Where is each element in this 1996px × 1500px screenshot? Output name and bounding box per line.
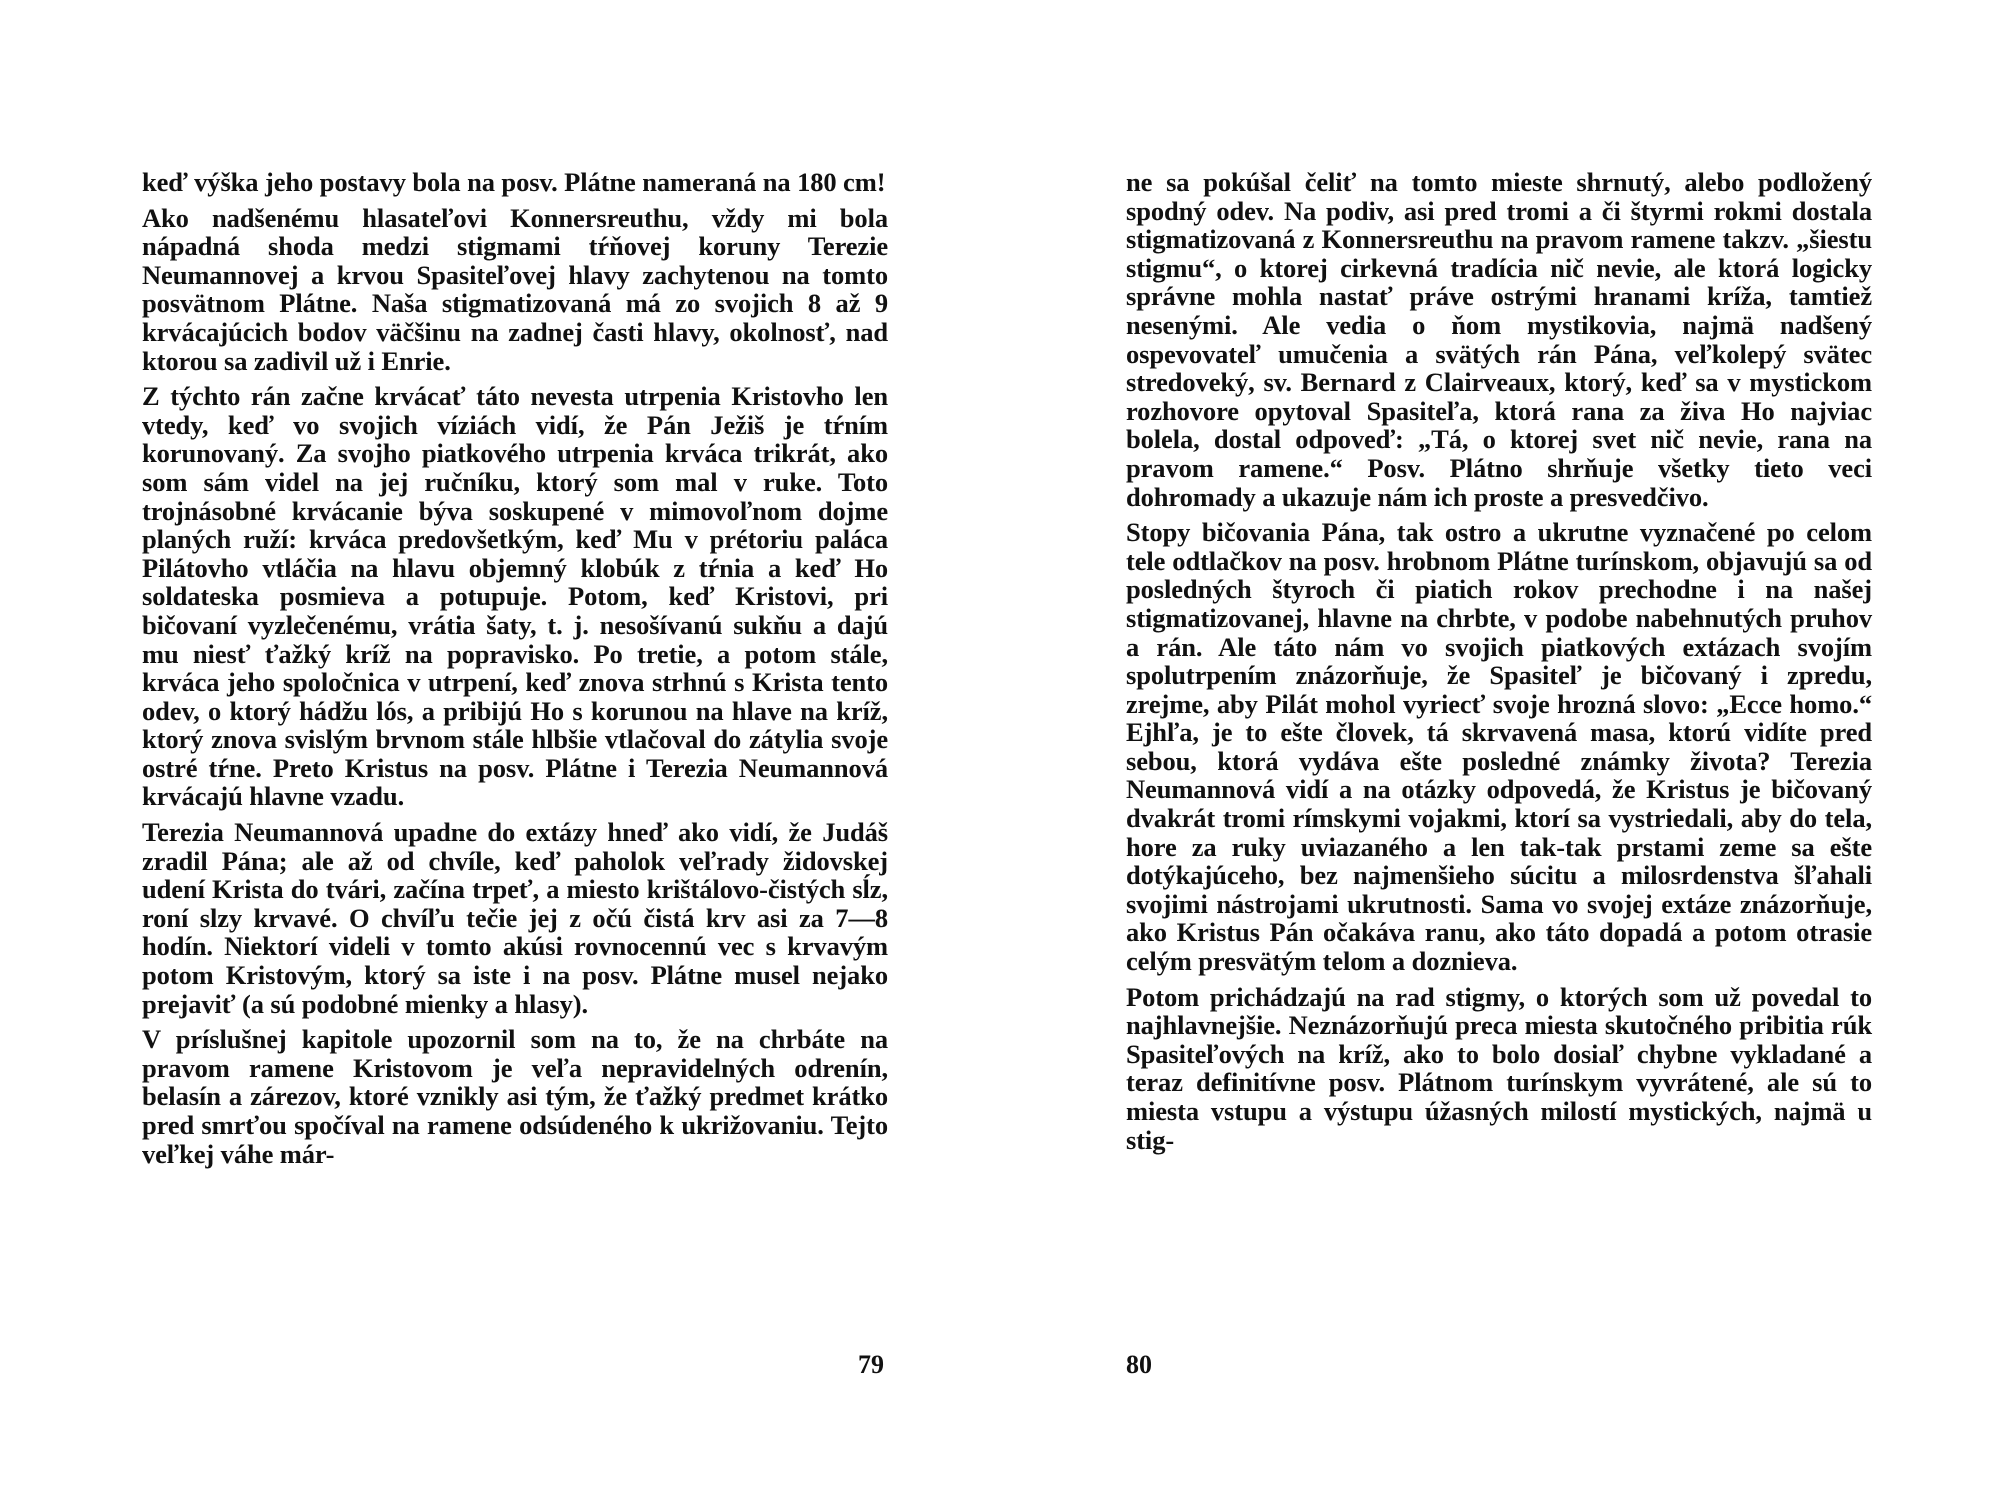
- left-page-text: [142, 168, 888, 1168]
- page-number: 79: [858, 1350, 884, 1379]
- paragraph: Stopy bičovania Pána, tak ostro a ukrutne vyznačené po celom tele odtlačkov na posv. hrobnom Plátne turínskom, objavujú sa od posledných štyroch či piatich rokov prechodne i na našej stigmatizovanej, hlavne na chrbte, v podobe nabehnutých pruhov a rán. Ale táto nám vo svojich piatkových extázach svojím spolutrpením znázorňuje, že Spasiteľ je bičovaný i zpredu, zrejme, aby Pilát mohol vyriecť svoje hrozná slovo: „Ecce homo.“ Ejhľa, je to ešte človek, tá skrvavená masa, ktorú vidíte pred sebou, ktorá vydáva ešte posledné známky života? Terezia Neumannová vidí a na otázky odpovedá, že Kristus je bičovaný dvakrát tromi rímskymi vojakmi, ktorí sa vystriedali, aby do tela, hore za ruky uviazaného a len tak-tak prstami zeme sa ešte dotýkajúceho, bez najmenšieho súcitu a milosrdenstva šľahali svojimi nástrojami ukrutnosti. Sama vo svojej extáze znázorňuje, ako Kristus Pán očakáva ranu, ako táto dopadá a potom otrasie celým presvätým telom a doznieva.: [1126, 517, 1872, 977]
- paragraph: Z týchto rán začne krvácať táto nevesta utrpenia Kristovho len vtedy, keď vo svojich víziách vidí, že Pán Ježiš je tŕním korunovaný. Za svojho piatkového utrpenia krváca trikrát, ako som sám videl na jej ručníku, ktorý som mal v ruke. Toto trojnásobné krvácanie býva soskupené v mimovoľnom dojme planých ruží: krváca predovšetkým, keď Mu v prétoriu paláca Pilátovho vtláčia na hlavu objemný klobúk z tŕnia a keď Ho soldateska posmieva a potupuje. Potom, keď Kristovi, pri bičovaní vyzlečenému, vrátia šaty, t. j. nesošívanú sukňu a dajú mu niesť ťažký kríž na popravisko. Po tretie, a potom stále, krváca jeho spoločnica v utrpení, keď znova strhnú s Krista tento odev, o ktorý hádžu lós, a pribijú Ho s korunou na hlave na kríž, ktorý znova svislým brvnom stále hlbšie vtlačoval do zátylia svoje ostré tŕne. Preto Kristus na posv. Plátne i Terezia Neumannová krvácajú hlavne vzadu.: [142, 381, 888, 812]
- paragraph: Terezia Neumannová upadne do extázy hneď ako vidí, že Judáš zradil Pána; ale až od chvíle, keď paholok veľrady židovskej udení Krista do tvári, začína trpeť, a miesto krištálovo-čistých sĺz, roní slzy krvavé. O chvíľu tečie jej z očú čistá krv asi za 7—8 hodín. Niektorí videli v tomto akúsi rovnocennú vec s krvavým potom Kristovým, ktorý sa iste i na posv. Plátne musel nejako prejaviť (a sú podobné mienky a hlasy).: [142, 817, 888, 1019]
- paragraph: Potom prichádzajú na rad stigmy, o ktorých som už povedal to najhlavnejšie. Neznázorňujú preca miesta skutočného pribitia rúk Spasiteľových na kríž, ako to bolo dosiaľ chybne vykladané a teraz definitívne posv. Plátnom turínskym vyvrátené, ale sú to miesta vstupu a výstupu úžasných milostí mystických, najmä u stig-: [1126, 981, 1872, 1155]
- paragraph: ne sa pokúšal čeliť na tomto mieste shrnutý, alebo podložený spodný odev. Na podiv, asi pred tromi a či štyrmi rokmi dostala stigmatizovaná z Konnersreuthu na pravom ramene takzv. „šiestu stigmu“, o ktorej cirkevná tradícia nič nevie, ale ktorá logicky správne mohla nastať práve ostrými hranami kríža, tamtiež nesenými. Ale vedia o ňom mystikovia, najmä nadšený ospevovateľ umučenia a svätých rán Pána, veľkolepý svätec stredoveký, sv. Bernard z Clairveaux, ktorý, keď sa v mystickom rozhovore opytoval Spasiteľa, ktorá rana za živa Ho najviac bolela, dostal odpoveď: „Tá, o ktorej svet nič nevie, rana na pravom ramene.“ Posv. Plátno shrňuje všetky tieto veci dohromady a ukazuje nám ich proste a presvedčivo.: [1126, 167, 1872, 512]
- right-page: [998, 0, 1996, 1500]
- paragraph: Ako nadšenému hlasateľovi Konnersreuthu, vždy mi bola nápadná shoda medzi stigmami tŕňovej koruny Terezie Neumannovej a krvou Spasiteľovej hlavy zachytenou na tomto posvätnom Plátne. Naša stigmatizovaná má zo svojich 8 až 9 krvácajúcich bodov väčšinu na zadnej časti hlavy, okolnosť, nad ktorou sa zadivil už i Enrie.: [142, 202, 888, 376]
- paragraph: V príslušnej kapitole upozornil som na to, že na chrbáte na pravom ramene Kristovom je veľa nepravidelných odrenín, belasín a zárezov, ktoré vznikly asi tým, že ťažký predmet krátko pred smrťou spočíval na ramene odsúdeného k ukrižovaniu. Tejto veľkej váhe már-: [142, 1024, 888, 1169]
- right-page-text: [1126, 168, 1872, 1154]
- page-number: 80: [1126, 1350, 1152, 1379]
- paragraph: keď výška jeho postavy bola na posv. Plátne nameraná na 180 cm!: [142, 167, 886, 197]
